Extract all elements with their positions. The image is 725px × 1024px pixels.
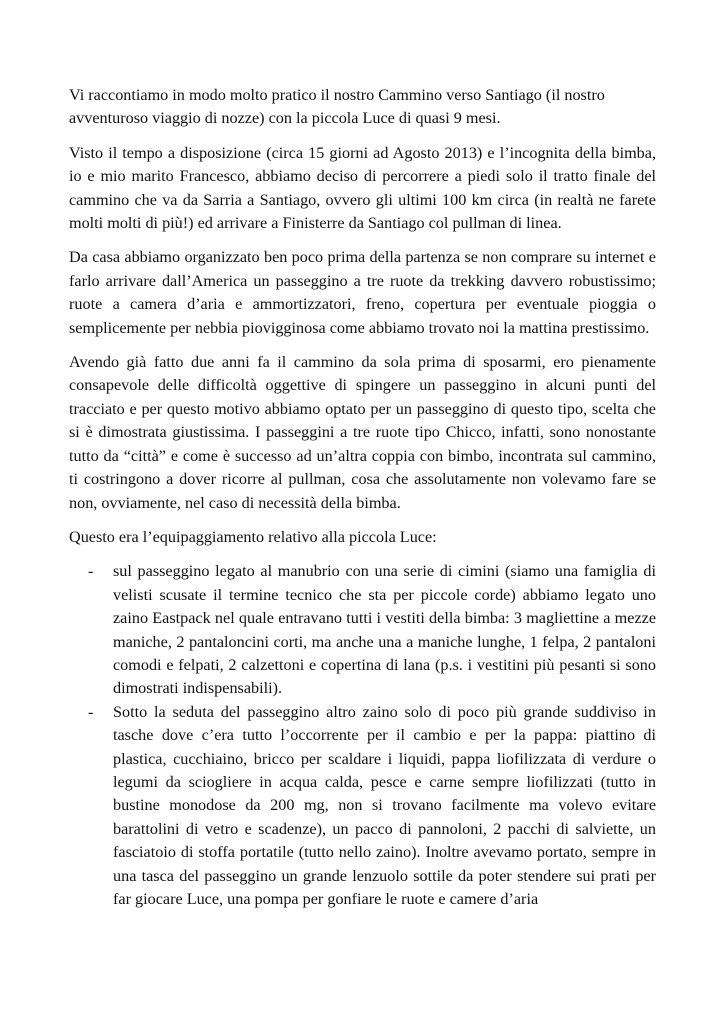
paragraph-preparation: Da casa abbiamo organizzato ben poco prima della partenza se non comprare su internet e farlo arrivare dall’America un passeggino a tre ruote da trekking davvero robustissimo; ruote a camera d’aria e ammortizzatori, freno, copertura per eventuale pioggia o semplicemente per nebbia piovigginosa come abbiamo trovato noi la mattina prestissimo. (69, 248, 656, 337)
paragraph-intro: Vi raccontiamo in modo molto pratico il nostro Cammino verso Santiago (il nostro avventuroso viaggio di nozze) con la piccola Luce di quasi 9 mesi. (69, 86, 605, 128)
list-item-text: Sotto la seduta del passeggino altro zaino solo di poco più grande suddiviso in tasche dove c’era tutto l’occorrente per il cambio e per la pappa: piattino di plastica, cucchiaino, bricco per scaldare i liquidi, pappa liofilizzata di verdure o legumi da sciogliere in acqua calda, pesce e carne sempre liofilizzati (tutto in bustine monodose da 200 mg, non si trovano facilmente ma volevo evitare barattolini di vetro e scadenze), un pacco di pannoloni, 2 pacchi di salviette, un fasciatoio di stoffa portatile (tutto nello zaino). Inoltre avevamo portato, sempre in una tasca del passeggino un grande lenzuolo sottile da poter stendere sui prati per far giocare Luce, una pompa per gonfiare le ruote e camere d’aria (113, 702, 656, 908)
list-item (69, 701, 656, 912)
paragraph-equipment-intro: Questo era l’equipaggiamento relativo alla piccola Luce: (69, 527, 437, 546)
bullet-dash: - (88, 562, 94, 581)
equipment-list (69, 560, 656, 911)
paragraph-stroller-choice: Avendo già fatto due anni fa il cammino da sola prima di sposarmi, ero pienamente consapevole delle difficoltà oggettive di spingere un passeggino in alcuni punti del tracciato e per questo motivo abbiamo optato per un passeggino di questo tipo, scelta che si è dimostrata giustissima. I passeggini a tre ruote tipo Chicco, infatti, sono nonostante tutto da “città” e come è successo ad un’altra coppia con bimbo, incontrata sul cammino, ti costringono a dover ricorre al pullman, cosa che assolutamente non volevamo fare se non, ovviamente, nel caso di necessità della bimba. (69, 353, 656, 512)
paragraph-trip-plan: Visto il tempo a disposizione (circa 15 giorni ad Agosto 2013) e l’incognita della bimba, io e mio marito Francesco, abbiamo deciso di percorrere a piedi solo il tratto finale del cammino che va da Sarria a Santiago, ovvero gli ultimi 100 km circa (in realtà ne farete molti molti di più!) ed arrivare a Finisterre da Santiago col pullman di linea. (69, 143, 656, 233)
list-item-text: sul passeggino legato al manubrio con una serie di cimini (siamo una famiglia di velisti scusate il termine tecnico che sta per piccole corde) abbiamo legato uno zaino Eastpack nel quale entravano tutti i vestiti della bimba: 3 magliettine a mezze maniche, 2 pantaloncini corti, ma anche una a maniche lunghe, 1 felpa, 2 pantaloni comodi e felpati, 2 calzettoni e copertina di lana (p.s. i vestitini più pesanti si sono dimostrati indispensabili). (113, 562, 656, 698)
bullet-dash: - (88, 702, 94, 721)
list-item (69, 560, 656, 700)
